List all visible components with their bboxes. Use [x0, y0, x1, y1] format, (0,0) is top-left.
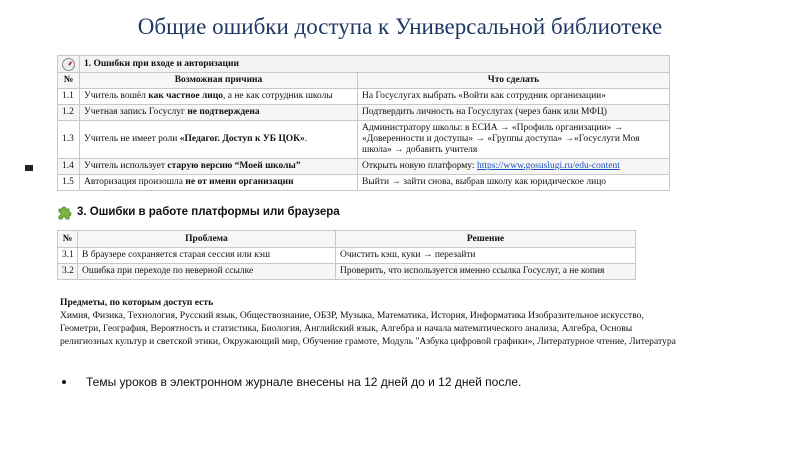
row-num: 1.2	[58, 105, 80, 121]
puzzle-icon	[57, 204, 73, 220]
section3-title: 3. Ошибки в работе платформы или браузера	[77, 206, 340, 218]
table-row	[58, 264, 636, 280]
row-solution: Очистить кэш, куки → перезайти	[336, 248, 636, 264]
platform-errors-table	[57, 230, 636, 280]
row-action: Открыть новую платформу: https://www.gosuslugi.ru/edu-content	[358, 159, 670, 175]
col-solution-header: Решение	[336, 231, 636, 248]
table-row	[58, 248, 636, 264]
row-cause: Авторизация произошла не от имени организации	[80, 175, 358, 191]
col-cause-header: Возможная причина	[80, 73, 358, 89]
row-cause: Учитель вошёл как частное лицо, а не как сотрудник школы	[80, 89, 358, 105]
row-action: На Госуслугах выбрать «Войти как сотрудник организации»	[358, 89, 670, 105]
col-num-header: №	[58, 231, 78, 248]
row-num: 3.1	[58, 248, 78, 264]
row-action: Выйти → зайти снова, выбрав школу как юридическое лицо	[358, 175, 670, 191]
edu-content-link[interactable]: https://www.gosuslugi.ru/edu-content	[476, 161, 620, 171]
row-cause: Учетная запись Госуслуг не подтверждена	[80, 105, 358, 121]
subjects-block	[60, 296, 680, 348]
section1-title: 1. Ошибки при входе и авторизации	[80, 56, 670, 73]
row-solution: Проверить, что используется именно ссылка Госуслуг, а не копия	[336, 264, 636, 280]
table-row	[58, 159, 670, 175]
col-num-header: №	[58, 73, 80, 89]
table-row	[58, 105, 670, 121]
row-num: 1.5	[58, 175, 80, 191]
row-problem: Ошибка при переходе по неверной ссылке	[78, 264, 336, 280]
row-action: Подтвердить личность на Госуслугах (через банк или МФЦ)	[358, 105, 670, 121]
row-num: 1.1	[58, 89, 80, 105]
side-marker	[25, 165, 33, 171]
section1-icon-cell	[58, 56, 80, 73]
row-cause: Учитель использует старую версию “Моей школы”	[80, 159, 358, 175]
subjects-text: Химия, Физика, Технология, Русский язык, Обществознание, ОБЗР, Музыка, Математика, История, Информатика Изобразительное искусство, Геометри, География, Вероятность и статистика, Биология, Английский язык, Алгебра и начала математического анализа, Алгебра, Основы религиозных культур и светской этики, Окружающий мир, Обучение грамоте, Модуль "Азбука цифровой графики», Литературное чтение, Литература	[60, 310, 676, 347]
bullet-text: Темы уроков в электронном журнале внесены на 12 дней до и 12 дней после.	[86, 375, 522, 389]
section3-heading	[57, 204, 340, 220]
bullet-icon	[62, 380, 66, 384]
table-row	[58, 175, 670, 191]
col-action-header: Что сделать	[358, 73, 670, 89]
subjects-heading: Предметы, по которым доступ есть	[60, 297, 214, 308]
row-problem: В браузере сохраняется старая сессия или кэш	[78, 248, 336, 264]
row-num: 1.3	[58, 121, 80, 159]
row-num: 3.2	[58, 264, 78, 280]
row-num: 1.4	[58, 159, 80, 175]
page-title: Общие ошибки доступа к Универсальной библиотеке	[137, 14, 663, 39]
bullet-item	[62, 375, 521, 389]
col-problem-header: Проблема	[78, 231, 336, 248]
table-row	[58, 121, 670, 159]
row-cause: Учитель не имеет роли «Педагог. Доступ к УБ ЦОК».	[80, 121, 358, 159]
row-action: Администратору школы: в ЕСИА → «Профиль организации» → «Доверенности и доступы» → «Группы доступа» →«Госуслуги Моя школа» → добавить учителя	[358, 121, 670, 159]
login-errors-table	[57, 55, 670, 191]
table-row	[58, 89, 670, 105]
clock-icon	[62, 58, 75, 71]
